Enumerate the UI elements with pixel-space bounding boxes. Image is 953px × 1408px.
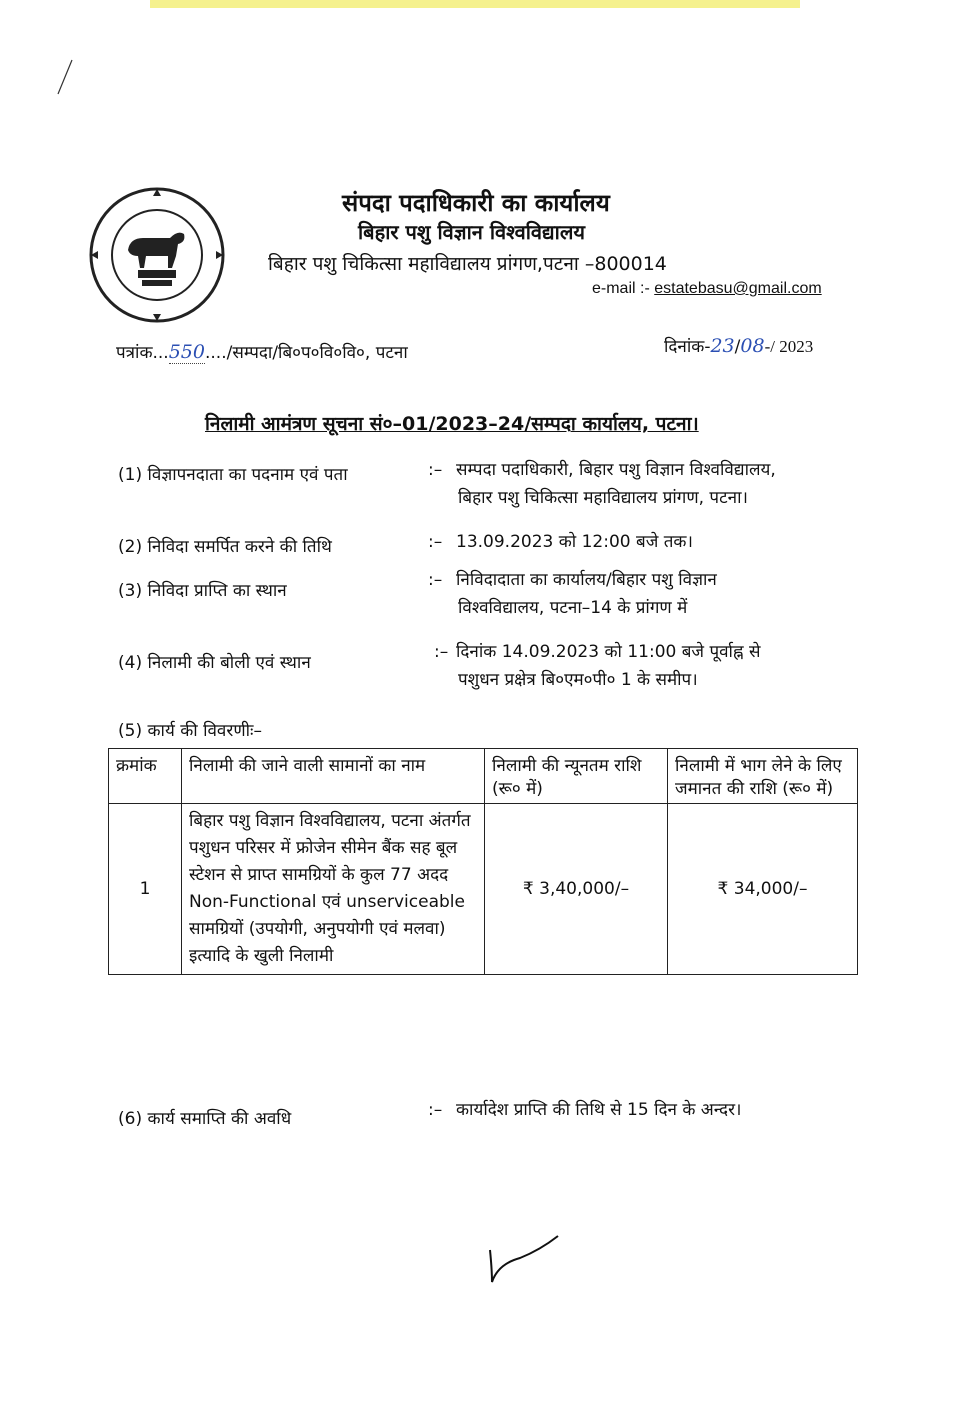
- office-heading: संपदा पदाधिकारी का कार्यालय: [342, 189, 610, 217]
- cell-serial: 1: [109, 804, 182, 975]
- item-3-label: (3) निविदा प्राप्ति का स्थान: [118, 581, 287, 601]
- item-3-value-line1: निविदादाता का कार्यालय/बिहार पशु विज्ञान: [456, 570, 717, 590]
- notice-title: निलामी आमंत्रण सूचना सं०–01/2023–24/सम्पदा कार्यालय, पटना।: [205, 413, 699, 435]
- date-day-handwritten: 23: [710, 335, 735, 357]
- col-header-serial: क्रमांक: [109, 749, 182, 804]
- cell-security-amount: ₹ 34,000/–: [668, 804, 858, 975]
- item-2-value: 13.09.2023 को 12:00 बजे तक।: [456, 532, 693, 552]
- work-details-table: [108, 748, 858, 975]
- cell-min-amount: ₹ 3,40,000/–: [485, 804, 668, 975]
- item-1-label: (1) विज्ञापनदाता का पदनाम एवं पता: [118, 465, 348, 485]
- letter-number: [116, 340, 408, 363]
- item-5-label: (5) कार्य की विवरणीः–: [118, 721, 262, 741]
- item-1-value-line1: सम्पदा पदाधिकारी, बिहार पशु विज्ञान विश्वविद्यालय,: [456, 460, 776, 480]
- table-row: [109, 804, 858, 975]
- email-link[interactable]: estatebasu@gmail.com: [654, 280, 822, 297]
- item-4-label: (4) निलामी की बोली एवं स्थान: [118, 653, 311, 673]
- date-month-handwritten: 08: [740, 335, 765, 357]
- letter-date: [664, 334, 813, 357]
- letter-number-prefix: पत्रांक...: [116, 343, 169, 363]
- university-name: बिहार पशु विज्ञान विश्वविद्यालय: [358, 220, 585, 244]
- cell-description: बिहार पशु विज्ञान विश्वविद्यालय, पटना अंतर्गत पशुधन परिसर में फ्रोजेन सीमेन बैंक सह बूल स्टेशन से प्राप्त सामग्रियों के कुल 77 अदद Non-Functional एवं unserviceable सामग्रियों (उपयोगी, अनुपयोगी एवं मलवा) इत्यादि के खुली निलामी: [182, 804, 485, 975]
- item-3-sep: :–: [428, 570, 443, 590]
- item-4-value-line1: दिनांक 14.09.2023 को 11:00 बजे पूर्वाह्न से: [456, 642, 761, 662]
- letter-number-suffix: ..../सम्पदा/बि०प०वि०वि०, पटना: [204, 343, 408, 363]
- office-address: बिहार पशु चिकित्सा महाविद्यालय प्रांगण,पटना –800014: [268, 253, 667, 275]
- item-2-sep: :–: [428, 532, 443, 552]
- item-6-value: कार्यादेश प्राप्ति की तिथि से 15 दिन के अन्दर।: [456, 1100, 742, 1120]
- email-label: e-mail :-: [592, 280, 650, 297]
- item-1-value-line2: बिहार पशु चिकित्सा महाविद्यालय प्रांगण, पटना।: [458, 488, 748, 508]
- letter-number-handwritten: 550: [168, 341, 205, 363]
- col-header-security-amount: निलामी में भाग लेने के लिए जमानत की राशि (रू० में): [668, 749, 858, 804]
- date-label: दिनांक-: [664, 337, 711, 357]
- university-logo: [88, 186, 226, 324]
- item-4-value-line2: पशुधन प्रक्षेत्र बि०एम०पी० 1 के समीप।: [458, 670, 698, 690]
- table-header-row: [109, 749, 858, 804]
- item-1-sep: :–: [428, 460, 443, 480]
- item-3-value-line2: विश्वविद्यालय, पटना–14 के प्रांगण में: [458, 598, 688, 618]
- scan-highlight-mark: [150, 0, 800, 8]
- email-line: [592, 280, 822, 298]
- item-6-sep: :–: [428, 1100, 443, 1120]
- item-6-label: (6) कार्य समाप्ति की अवधि: [118, 1109, 292, 1129]
- col-header-item-name: निलामी की जाने वाली सामानों का नाम: [182, 749, 485, 804]
- item-2-label: (2) निविदा समर्पित करने की तिथि: [118, 537, 332, 557]
- col-header-min-amount: निलामी की न्यूनतम राशि (रू० में): [485, 749, 668, 804]
- date-year: -/ 2023: [764, 337, 814, 356]
- signature-mark: [480, 1230, 570, 1290]
- item-4-sep: :–: [434, 642, 449, 662]
- date-sep: /: [734, 337, 741, 357]
- pen-stroke-mark: [50, 58, 80, 98]
